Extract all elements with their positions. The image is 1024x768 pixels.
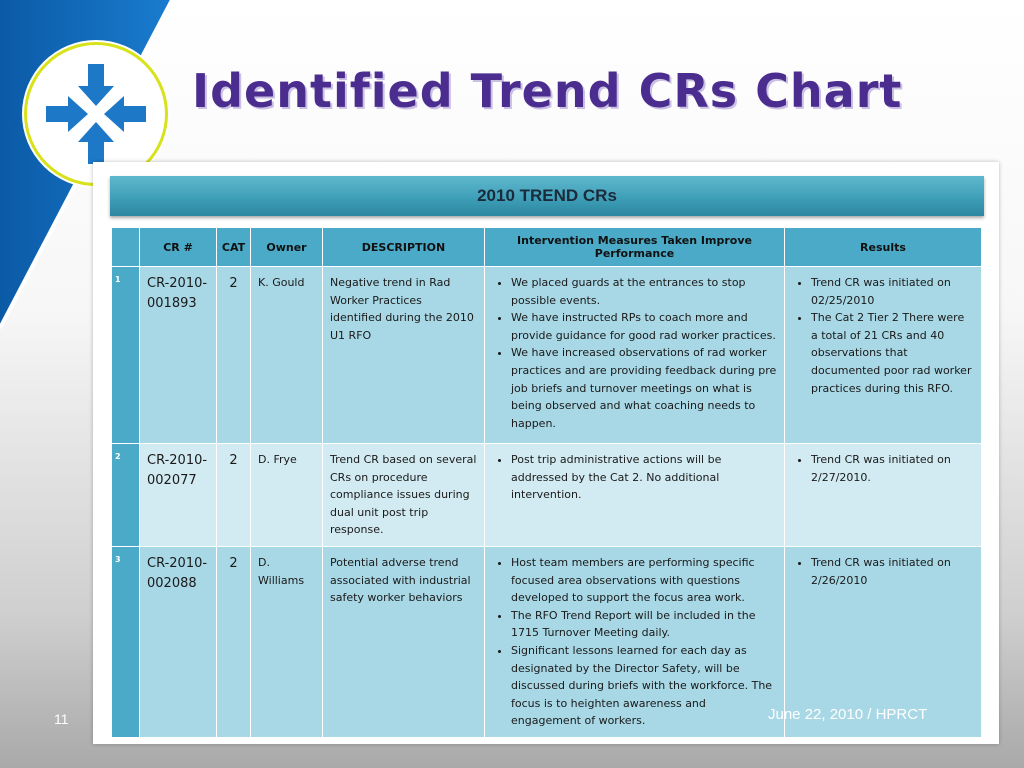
owner-name: D. Frye <box>251 444 323 547</box>
intervention-cell <box>485 444 785 547</box>
slide-title: Identified Trend CRs Chart <box>192 64 903 118</box>
result-item: • Trend CR was initiated on 2/27/2010. <box>811 451 974 486</box>
four-arrows-cross-icon <box>46 64 146 164</box>
header-results: Results <box>785 228 982 267</box>
intervention-item: • We have increased observations of rad worker practices and are providing feedback during pre job briefs and turnover meetings on what is being observed and what coaching needs to happen. <box>511 344 777 432</box>
cat-value: 2 <box>217 267 251 444</box>
intervention-item: • Significant lessons learned for each day as designated by the Director Safety, will be discussed during briefs with the workforce. The focus is to heighten awareness and engagement of workers. <box>511 642 777 730</box>
result-item: • Trend CR was initiated on 02/25/2010 <box>811 274 974 309</box>
owner-name: D. Williams <box>251 546 323 737</box>
intervention-cell <box>485 546 785 737</box>
owner-name: K. Gould <box>251 267 323 444</box>
header-cr: CR # <box>140 228 217 267</box>
row-number: 2 <box>112 444 140 547</box>
header-owner: Owner <box>251 228 323 267</box>
table-title: 2010 TREND CRs <box>110 176 984 216</box>
intervention-item: • Host team members are performing specific focused area observations with questions developed to support the focus area work. <box>511 554 777 607</box>
description-text: Potential adverse trend associated with industrial safety worker behaviors <box>323 546 485 737</box>
cat-value: 2 <box>217 444 251 547</box>
trend-crs-document <box>93 162 999 744</box>
cr-number: CR-2010-001893 <box>140 267 217 444</box>
cat-value: 2 <box>217 546 251 737</box>
page-number: 11 <box>54 711 69 727</box>
intervention-item: • We placed guards at the entrances to stop possible events. <box>511 274 777 309</box>
header-rownum <box>112 228 140 267</box>
cr-number: CR-2010-002088 <box>140 546 217 737</box>
results-cell <box>785 267 982 444</box>
intervention-item: • We have instructed RPs to coach more and provide guidance for good rad worker practices. <box>511 309 777 344</box>
header-description: DESCRIPTION <box>323 228 485 267</box>
intervention-item: • Post trip administrative actions will be addressed by the Cat 2. No additional intervention. <box>511 451 777 504</box>
footer-date: June 22, 2010 / HPRCT <box>768 706 928 723</box>
intervention-cell <box>485 267 785 444</box>
result-item: • The Cat 2 Tier 2 There were a total of 21 CRs and 40 observations that documented poor rad worker practices during this RFO. <box>811 309 974 397</box>
cr-number: CR-2010-002077 <box>140 444 217 547</box>
description-text: Negative trend in Rad Worker Practices identified during the 2010 U1 RFO <box>323 267 485 444</box>
description-text: Trend CR based on several CRs on procedure compliance issues during dual unit post trip response. <box>323 444 485 547</box>
header-intervention: Intervention Measures Taken Improve Performance <box>485 228 785 267</box>
intervention-item: • The RFO Trend Report will be included in the 1715 Turnover Meeting daily. <box>511 607 777 642</box>
table-row <box>112 267 982 444</box>
trend-crs-table <box>111 227 982 738</box>
result-item: • Trend CR was initiated on 2/26/2010 <box>811 554 974 589</box>
results-cell <box>785 444 982 547</box>
row-number: 3 <box>112 546 140 737</box>
header-cat: CAT <box>217 228 251 267</box>
header-row <box>112 228 982 267</box>
row-number: 1 <box>112 267 140 444</box>
table-row <box>112 444 982 547</box>
